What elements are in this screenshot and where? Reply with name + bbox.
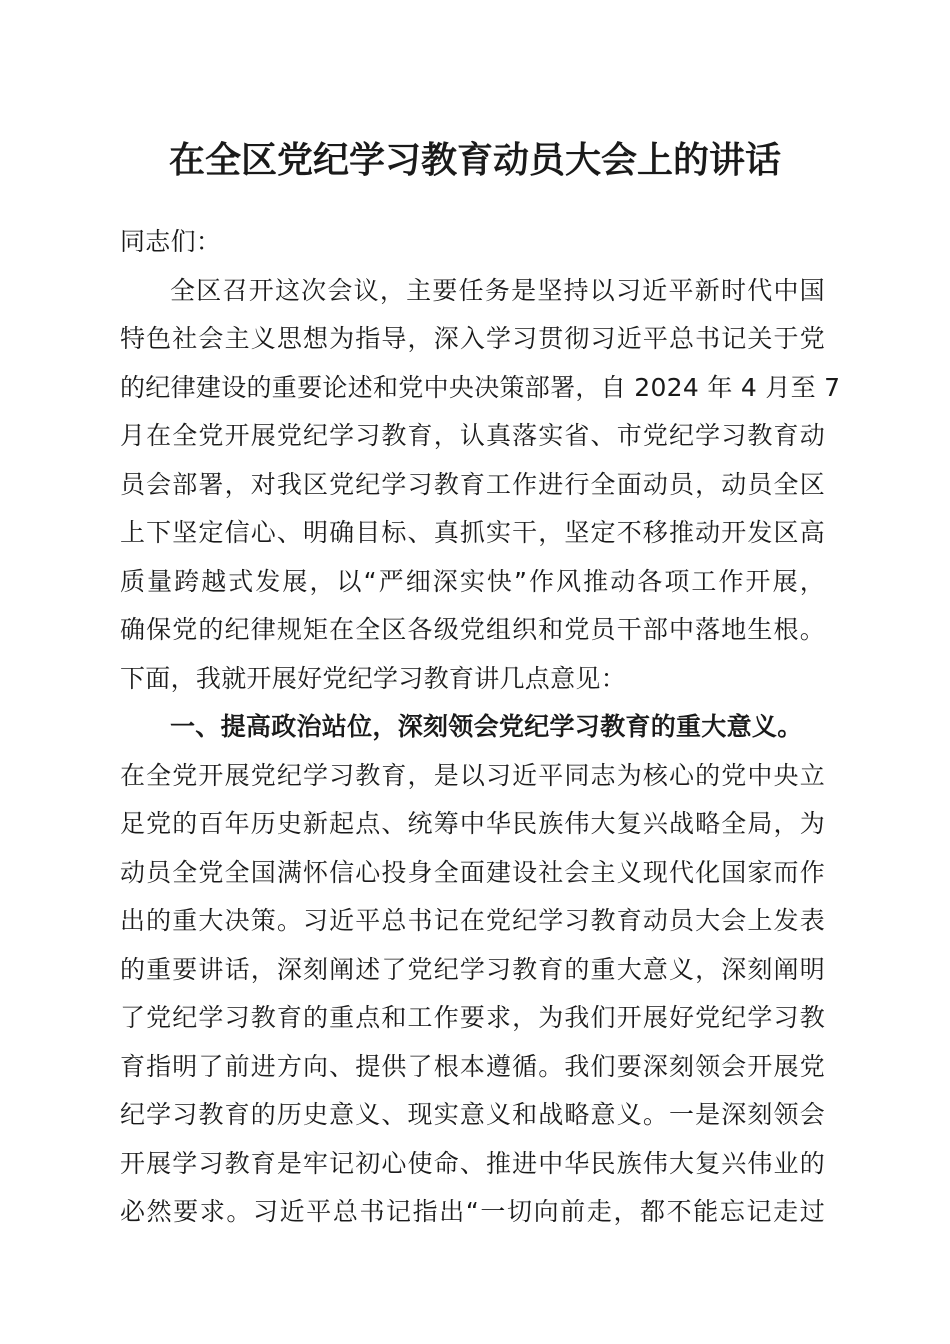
paragraph-line: 了党纪学习教育的重点和工作要求，为我们开展好党纪学习教 (120, 1003, 825, 1032)
paragraph-line: 足党的百年历史新起点、统筹中华民族伟大复兴战略全局，为 (120, 809, 825, 838)
paragraph-line: 纪学习教育的历史意义、现实意义和战略意义。一是深刻领会 (120, 1100, 825, 1129)
section-heading: 一、提高政治站位，深刻领会党纪学习教育的重大意义。 (170, 712, 803, 741)
salutation: 同志们： (120, 227, 222, 256)
paragraph-line: 在全党开展党纪学习教育，是以习近平同志为核心的党中央立 (120, 760, 825, 790)
paragraph-line: 育指明了前进方向、提供了根本遵循。我们要深刻领会开展党 (120, 1051, 825, 1081)
paragraph-line: 全区召开这次会议，主要任务是坚持以习近平新时代中国 (170, 275, 825, 305)
paragraph-line: 的重要讲话，深刻阐述了党纪学习教育的重大意义，深刻阐明 (120, 954, 825, 984)
paragraph-line: 出的重大决策。习近平总书记在党纪学习教育动员大会上发表 (120, 906, 825, 935)
document-body (120, 218, 841, 1237)
paragraph-line: 下面，我就开展好党纪学习教育讲几点意见： (120, 663, 627, 693)
document-title: 在全区党纪学习教育动员大会上的讲话 (168, 139, 781, 181)
paragraph-line: 动员全党全国满怀信心投身全面建设社会主义现代化国家而作 (120, 857, 825, 887)
paragraph-line: 上下坚定信心、明确目标、真抓实干，坚定不移推动开发区高 (120, 518, 825, 547)
paragraph-line: 质量跨越式发展，以“严细深实快”作风推动各项工作开展， (120, 566, 825, 596)
paragraph-line: 开展学习教育是牢记初心使命、推进中华民族伟大复兴伟业的 (120, 1148, 825, 1178)
paragraph-line: 员会部署，对我区党纪学习教育工作进行全面动员，动员全区 (120, 469, 825, 499)
paragraph-line: 月在全党开展党纪学习教育，认真落实省、市党纪学习教育动 (120, 421, 825, 450)
paragraph-line: 确保党的纪律规矩在全区各级党组织和党员干部中落地生根。 (120, 615, 825, 644)
paragraph-line: 的纪律建设的重要论述和党中央决策部署，自 2024 年 4 月至 7 (120, 372, 841, 402)
paragraph-line: 特色社会主义思想为指导，深入学习贯彻习近平总书记关于党 (120, 324, 825, 353)
paragraph-line: 必然要求。习近平总书记指出“一切向前走，都不能忘记走过 (120, 1197, 825, 1226)
